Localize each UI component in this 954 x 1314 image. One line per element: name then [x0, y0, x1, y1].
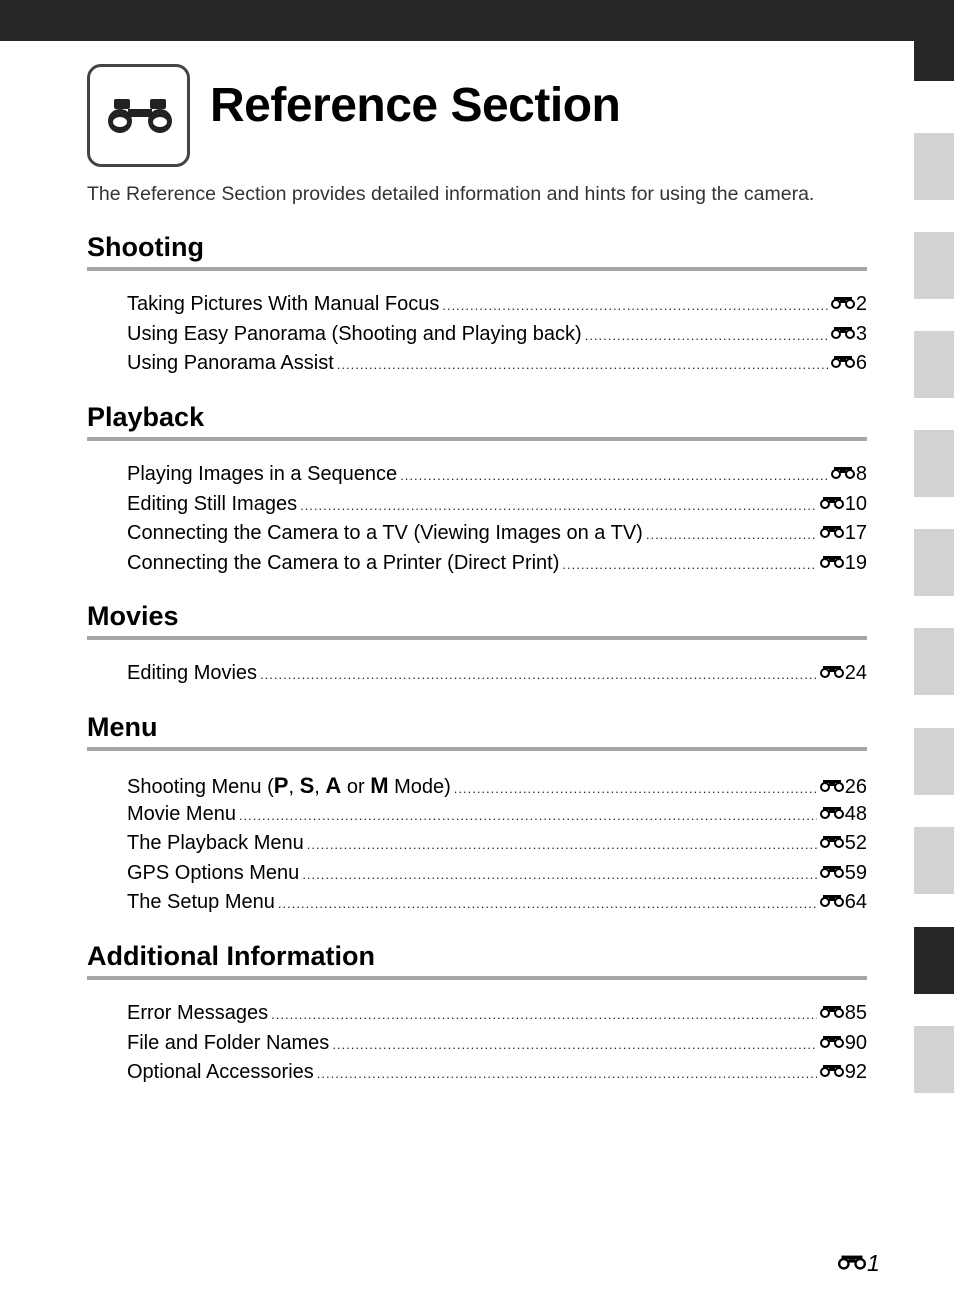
- reference-section-icon: [820, 805, 844, 820]
- entry-page: [820, 662, 867, 685]
- side-tab[interactable]: [914, 628, 954, 695]
- side-tab[interactable]: [914, 728, 954, 795]
- footer-page-number: 1: [867, 1250, 880, 1276]
- page-title: Reference Section: [210, 79, 621, 132]
- leader-dots: [300, 498, 817, 513]
- entry-page: [831, 463, 867, 486]
- entry-page: [831, 352, 867, 375]
- toc-entry[interactable]: [127, 832, 867, 862]
- page-number: 19: [844, 551, 867, 574]
- entry-page: [820, 891, 867, 914]
- leader-dots: [646, 527, 817, 542]
- entry-label: [127, 773, 451, 799]
- entry-page: [820, 522, 867, 545]
- mode-s-icon: S: [299, 773, 315, 798]
- page-number: 52: [844, 832, 867, 854]
- reference-section-icon: [820, 495, 844, 510]
- page-footer: [838, 1250, 880, 1277]
- leader-dots: [260, 667, 817, 682]
- side-tab[interactable]: [914, 1026, 954, 1093]
- toc-entry[interactable]: [127, 493, 867, 523]
- leader-dots: [317, 1066, 817, 1081]
- side-tab-top: [914, 41, 954, 81]
- entry-page: [820, 552, 867, 575]
- mode-a-icon: A: [325, 773, 342, 798]
- entry-page: [831, 293, 867, 316]
- entry-label: Connecting the Camera to a TV (Viewing Images on a TV): [127, 522, 643, 544]
- side-tab[interactable]: [914, 529, 954, 596]
- toc-entry[interactable]: [127, 1061, 867, 1091]
- side-tab-active[interactable]: [914, 927, 954, 994]
- reference-section-icon: [820, 893, 844, 908]
- leader-dots: [307, 837, 817, 852]
- page-number: 85: [844, 1002, 867, 1024]
- label-part: or: [341, 776, 371, 798]
- leader-dots: [278, 896, 817, 911]
- entry-label: Using Panorama Assist: [127, 352, 334, 374]
- entry-label: Taking Pictures With Manual Focus: [127, 293, 440, 315]
- entry-label: GPS Options Menu: [127, 861, 300, 884]
- leader-dots: [562, 557, 816, 572]
- section-heading: Menu: [87, 710, 867, 751]
- toc-entry[interactable]: [127, 552, 867, 582]
- entry-page: [820, 803, 867, 826]
- leader-dots: [302, 867, 816, 882]
- section-movies: [87, 599, 867, 692]
- leader-dots: [454, 781, 817, 796]
- page-number: 90: [844, 1031, 867, 1054]
- side-tab[interactable]: [914, 232, 954, 299]
- entry-page: [831, 323, 867, 346]
- toc-entry[interactable]: [127, 862, 867, 892]
- page-number: 3: [855, 322, 867, 345]
- reference-section-icon: [838, 1253, 866, 1271]
- toc-entry[interactable]: [127, 662, 867, 692]
- leader-dots: [442, 298, 828, 313]
- entry-page: [820, 776, 867, 799]
- toc-entry[interactable]: [127, 323, 867, 353]
- entry-label: Error Messages: [127, 1002, 269, 1024]
- entry-label: Editing Still Images: [127, 492, 298, 515]
- mode-m-icon: M: [370, 773, 389, 798]
- reference-section-icon: [820, 524, 844, 539]
- entry-page: [820, 862, 867, 885]
- page-number: 8: [855, 463, 867, 485]
- reference-section-icon: [820, 1063, 844, 1078]
- label-part: ,: [314, 776, 326, 798]
- section-heading: Movies: [87, 599, 867, 640]
- leader-dots: [400, 468, 828, 483]
- reference-section-icon: [831, 465, 855, 480]
- entry-label: Connecting the Camera to a Printer (Direct Print): [127, 551, 560, 574]
- mode-p-icon: P: [273, 773, 289, 798]
- label-part: Mode): [388, 776, 451, 798]
- toc-entry[interactable]: [127, 803, 867, 833]
- label-part: ,: [288, 776, 300, 798]
- section-shooting: [87, 230, 867, 382]
- entry-label: Movie Menu: [127, 802, 236, 825]
- reference-section-icon: [820, 664, 844, 679]
- leader-dots: [337, 357, 828, 372]
- side-tab[interactable]: [914, 827, 954, 894]
- page-number: 92: [844, 1061, 867, 1083]
- section-heading: Playback: [87, 400, 867, 441]
- page-number: 17: [844, 522, 867, 544]
- section-heading: Shooting: [87, 230, 867, 271]
- reference-section-icon: [820, 864, 844, 879]
- entry-page: [820, 832, 867, 855]
- entry-page: [820, 1061, 867, 1084]
- side-tab[interactable]: [914, 133, 954, 200]
- entry-label: The Playback Menu: [127, 832, 304, 854]
- leader-dots: [239, 808, 817, 823]
- page-number: 6: [855, 352, 867, 374]
- toc-entry[interactable]: [127, 293, 867, 323]
- section-heading: Additional Information: [87, 939, 867, 980]
- entry-label: The Setup Menu: [127, 891, 275, 913]
- toc-entry[interactable]: [127, 773, 867, 803]
- entry-label: Editing Movies: [127, 662, 258, 684]
- reference-section-icon: [820, 834, 844, 849]
- section-additional-information: [87, 939, 867, 1091]
- toc-entry[interactable]: [127, 1002, 867, 1032]
- reference-section-icon: [820, 1034, 844, 1049]
- binoculars-icon: [87, 64, 190, 167]
- reference-section-icon: [831, 354, 855, 369]
- reference-section-icon: [831, 295, 855, 310]
- entry-page: [820, 1032, 867, 1055]
- intro-text: The Reference Section provides detailed information and hints for using the camera.: [87, 183, 815, 205]
- reference-section-icon: [820, 554, 844, 569]
- reference-section-icon: [820, 778, 844, 793]
- toc-entry[interactable]: [127, 463, 867, 493]
- entry-label: Optional Accessories: [127, 1061, 314, 1083]
- page-number: 2: [855, 293, 867, 315]
- toc-entry[interactable]: [127, 1032, 867, 1062]
- toc-entry[interactable]: [127, 891, 867, 921]
- leader-dots: [332, 1037, 816, 1052]
- page-number: 48: [844, 802, 867, 825]
- toc-entry[interactable]: [127, 522, 867, 552]
- page-number: 64: [844, 891, 867, 913]
- side-tab[interactable]: [914, 430, 954, 497]
- side-tab[interactable]: [914, 331, 954, 398]
- toc-entry[interactable]: [127, 352, 867, 382]
- label-part: Shooting Menu (: [127, 776, 274, 798]
- page-number: 26: [844, 776, 867, 798]
- section-playback: [87, 400, 867, 581]
- leader-dots: [271, 1007, 817, 1022]
- entry-page: [820, 493, 867, 516]
- page-number: 10: [844, 492, 867, 515]
- section-menu: [87, 710, 867, 921]
- top-bar: [0, 0, 954, 41]
- leader-dots: [585, 328, 828, 343]
- page-number: 59: [844, 861, 867, 884]
- entry-page: [820, 1002, 867, 1025]
- entry-label: Using Easy Panorama (Shooting and Playing back): [127, 322, 582, 345]
- page-number: 24: [844, 662, 867, 684]
- reference-section-icon: [820, 1004, 844, 1019]
- entry-label: File and Folder Names: [127, 1031, 330, 1054]
- reference-section-icon: [831, 325, 855, 340]
- entry-label: Playing Images in a Sequence: [127, 463, 398, 485]
